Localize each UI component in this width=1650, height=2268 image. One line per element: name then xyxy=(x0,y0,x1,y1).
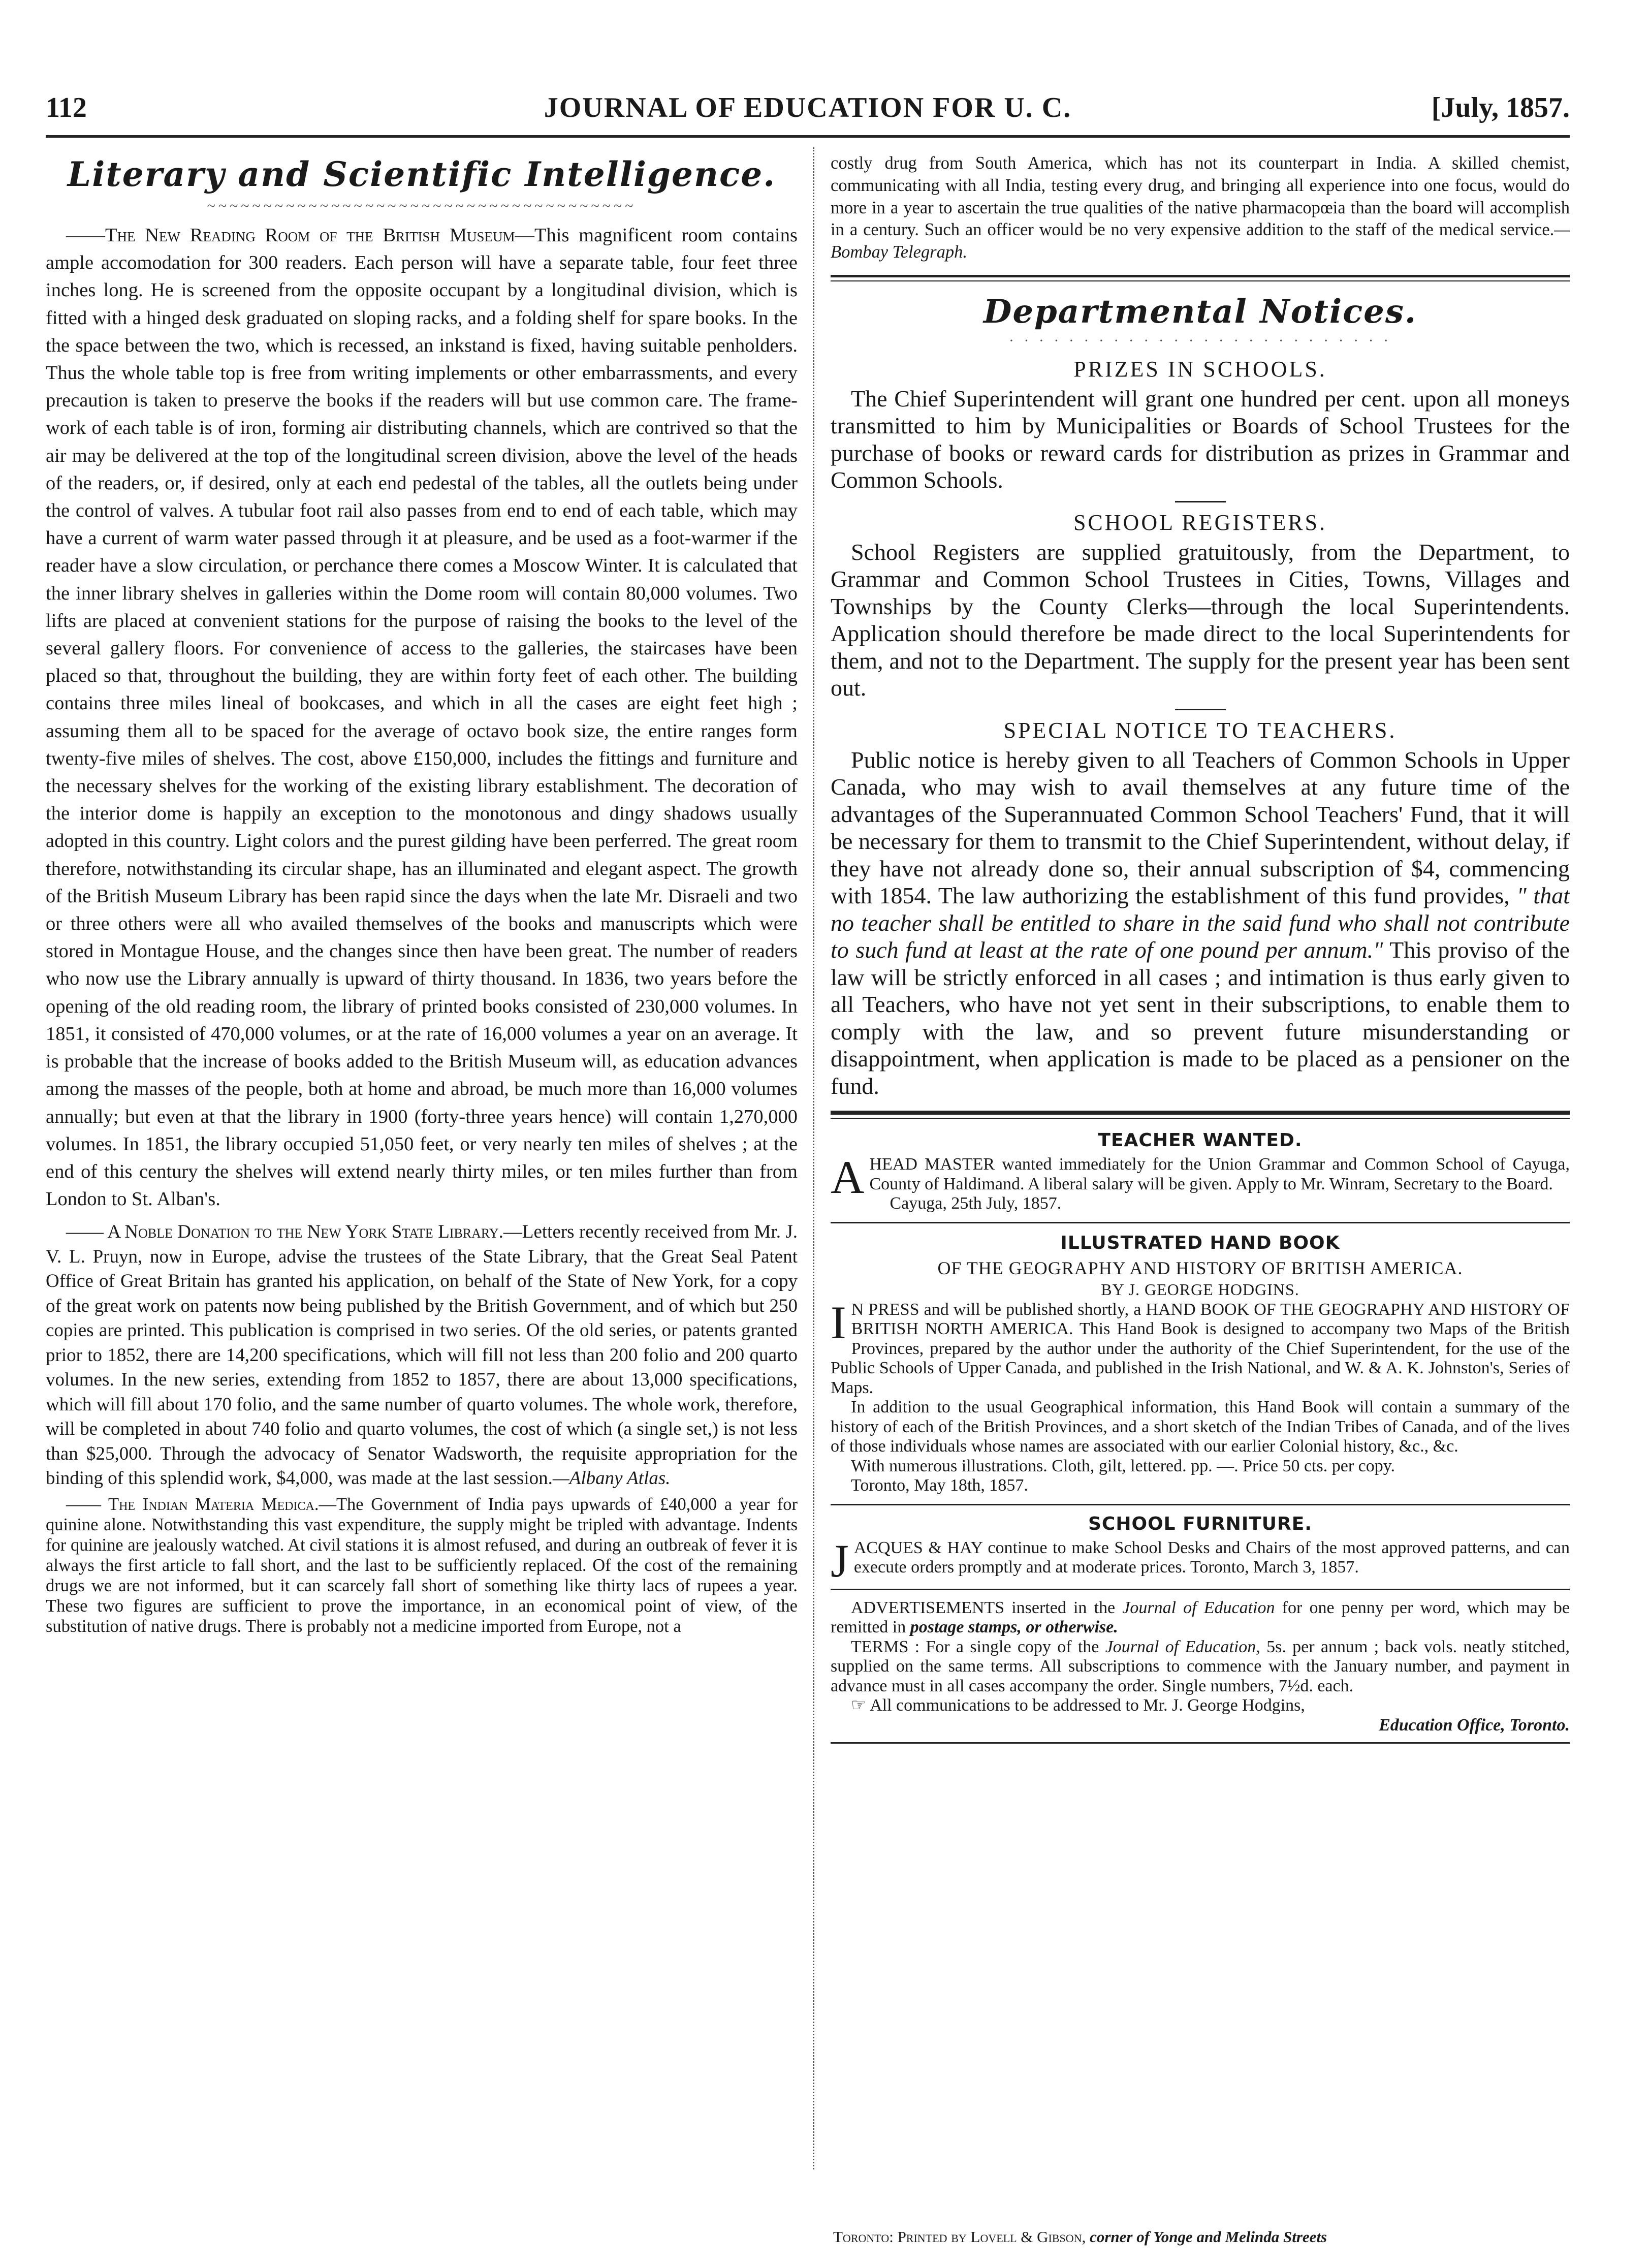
hand-book-price: With numerous illustrations. Cloth, gilt, lettered. pp. —. Price 50 cts. per copy. xyxy=(851,1456,1395,1475)
article-lead: ——The New Reading Room of the British Museum xyxy=(66,225,515,246)
left-column xyxy=(46,152,798,2195)
ad-body: ACQUES & HAY continue to make School Desks and Chairs of the most approved patterns, and can execute orders promptly and at moderate prices. Toronto, March 3, 1857. xyxy=(853,1538,1570,1577)
printer-name: Lovell & Gibson, xyxy=(970,2228,1086,2246)
ad-rule xyxy=(831,1222,1570,1223)
header-rule xyxy=(46,135,1570,138)
notice-text: This proviso of the law will be strictly enforced in all cases ; and intimation is thus early given to all Teachers, who have not yet sent in their subscriptions, to enable them to comply with the law, and so prevent future misunderstanding or disappointment, when application is made to be placed as a pensioner on the fund. xyxy=(831,937,1570,1099)
notice-text: for one penny per word, which may be remitted in xyxy=(831,1598,1570,1637)
registers-notice: School Registers are supplied gratuitously, from the Department, to Grammar and Common School Trustees in Cities, Towns, Villages and Townships by the County Clerks—through the local Superintendents. Application should therefore be made direct to the local Superintendents for them, and not to the Department. The supply for the present year has been sent out. xyxy=(831,539,1570,701)
section-rule xyxy=(831,275,1570,281)
communications-notice xyxy=(831,1696,1570,1716)
article-source: —Albany Atlas. xyxy=(552,1468,671,1489)
notice-emphasis: postage stamps, or otherwise. xyxy=(910,1618,1118,1637)
teacher-wanted-title: TEACHER WANTED. xyxy=(1098,1130,1303,1151)
journal-name: Journal of Education xyxy=(1105,1637,1256,1656)
ad-rule xyxy=(831,1742,1570,1744)
drop-cap: A xyxy=(831,1151,865,1204)
section-rule xyxy=(831,1111,1570,1119)
article-body: —The Government of India pays upwards of £40,000 a year for quinine alone. Notwithstanding this vast expenditure, the supply might be tripled with advantage. Indents for quinine are jealously watched. At civil stations it is almost refused, and during an outbreak of fever it is always the first article to fall short, and the last to be sufficiently replaced. Of the cost of the remaining drugs we are not informed, but it can scarcely fall short of something like thirty lacs of rupees a year. These two figures are sufficient to prove the importance, in an economical point of view, of the substitution of native drugs. There is probably not a medicine imported from Europe, not a xyxy=(46,1494,798,1636)
literary-heading: Literary and Scientific Intelligence. xyxy=(67,154,776,194)
notice-text: All communications to be addressed to Mr. J. George Hodgins, xyxy=(866,1696,1305,1715)
ornamental-rule: · · · · · · · · · · · · · · · · · · · · · · · · · · xyxy=(1008,332,1392,349)
notice-quote: " that no teacher shall be entitled to share in the said fund who shall not contribute to such fund at least at the rate of one pound per annum." xyxy=(831,883,1570,963)
departmental-heading: Departmental Notices. xyxy=(983,292,1417,331)
page-header xyxy=(46,86,1570,127)
column-divider xyxy=(813,147,814,2169)
article-body: —This magnificent room contains ample accomodation for 300 readers. Each person will have a separate table, four feet three inches long. He is screened from the opposite occupant by a longitudinal division, which is fitted with a hinged desk graduated on sloping racks, and a folding shelf for spare books. In the the space between the two, which is recessed, an inkstand is fixed, having suitable penholders. Thus the whole table top is free from writing implements or other embarrassments, and every precaution is taken to preserve the books if the readers will but use common care. The frame-work of each table is of iron, forming air distributing channels, which are contrived so that the air may be delivered at the top of the longitudinal screen division, above the level of the heads of the readers, or, if desired, only at each end pedestal of the tables, all the outlets being under the control of valves. A tubular foot rail also passes from end to end of each table, which may have a current of warm water passed through it at pleasure, and be used as a foot-warmer if the reader have a slow circulation, or perchance there comes a Moscow Winter. It is calculated that the inner library shelves in galleries within the Dome room will contain 80,000 volumes. Two lifts are placed at convenient stations for the purpose of raising the books to the level of the several gallery floors. For convenience of access to the galleries, the staircases have been placed so that, throughout the building, they are within forty feet of each other. The building contains three miles lineal of bookcases, and which in all the cases are eight feet high ; assuming them all to be spaced for the average of octavo book size, the entire ranges form twenty-five miles of shelves. The cost, above £150,000, includes the fittings and furniture and the necessary shelves for the working of the existing library establishment. The decoration of the interior dome is happily an exception to the monotonous and dingy shadows usually adopted in this country. Light colors and the purest gilding have been perferred. The great room therefore, notwithstanding its circular shape, has an illuminated and elegant aspect. The growth of the British Museum Library has been rapid since the days when the late Mr. Disraeli and two or three others were all who availed themselves of the books and manuscripts which were stored in Montague House, and the changes since then have been great. The number of readers who now use the Library annually is upward of thirty thousand. In 1836, two years before the opening of the old reading room, the library of printed books consisted of 230,000 volumes. In 1851, it consisted of 470,000 volumes, or at the rate of 16,000 volumes a year on an average. It is probable that the increase of books added to the British Museum will, as education advances among the masses of the people, both at home and abroad, be much more than 16,000 volumes annually; but even at that the library in 1900 (forty-three years hence) will contain 1,270,000 volumes. In 1851, the library occupied 51,050 feet, or very nearly ten miles of shelves ; at the end of this century the shelves will extend nearly thirty miles, or ten miles further than from London to St. Alban's. xyxy=(46,225,798,1210)
article-lead: —— A Noble Donation to the New York State Library. xyxy=(66,1221,503,1243)
notice-text: ADVERTISEMENTS inserted in the xyxy=(851,1598,1123,1617)
right-column xyxy=(831,152,1570,2215)
terms-notice xyxy=(831,1637,1570,1696)
printer-footer xyxy=(833,2228,1570,2246)
prizes-heading: PRIZES IN SCHOOLS. xyxy=(1073,356,1327,382)
ad-dateline: Toronto, May 18th, 1857. xyxy=(851,1476,1028,1495)
donation-article xyxy=(46,1220,798,1491)
ad-dateline: Cayuga, 25th July, 1857. xyxy=(890,1194,1062,1213)
article-lead: —— The Indian Materia Medica. xyxy=(66,1494,319,1514)
journal-title: JOURNAL OF EDUCATION FOR U. C. xyxy=(544,92,1072,123)
hand-book-ad xyxy=(831,1296,1570,1398)
ad-rule xyxy=(831,1504,1570,1505)
short-rule xyxy=(1175,501,1226,502)
reading-room-article xyxy=(46,222,798,1213)
furniture-title: SCHOOL FURNITURE. xyxy=(1088,1513,1312,1534)
furniture-ad xyxy=(831,1534,1570,1587)
footer-text: Toronto: Printed by xyxy=(833,2228,971,2246)
ad-rule xyxy=(831,1589,1570,1590)
journal-name: Journal of Education xyxy=(1122,1598,1275,1617)
drop-cap: I xyxy=(831,1296,846,1348)
article-source: —Bombay Telegraph. xyxy=(831,220,1570,262)
issue-date: [July, 1857. xyxy=(1431,92,1570,123)
ad-body: N PRESS and will be published shortly, a HAND BOOK OF THE GEOGRAPHY AND HISTORY OF BRITISH NORTH AMERICA. This Hand Book is designed to accompany two Maps of the British Provinces, prepared by the author under the authority of the Chief Superintendent, for the use of the Public Schools of Upper Canada, and published in the Irish National, and W. & A. K. Johnston's, Series of Maps. xyxy=(831,1300,1570,1397)
hand-book-subtitle: OF THE GEOGRAPHY AND HISTORY OF BRITISH AMERICA. xyxy=(937,1257,1463,1278)
hand-book-ad-more: In addition to the usual Geographical information, this Hand Book will contain a summary of the history of each of the British Provinces, and a short sketch of the Indian Tribes of Canada, and of the lives of those individuals whose names are associated with our earlier Colonial history, &c., &c. xyxy=(831,1398,1570,1456)
prizes-notice: The Chief Superintendent will grant one hundred per cent. upon all moneys transmitted to him by Municipalities or Boards of School Trustees for the purchase of books or reward cards for distribution as prizes in Grammar and Common Schools. xyxy=(831,385,1570,493)
advertisements-notice xyxy=(831,1598,1570,1637)
notice-text: TERMS : For a single copy of the xyxy=(851,1637,1105,1656)
article-body: —Letters recently received from Mr. J. V. L. Pruyn, now in Europe, advise the trustees of the State Library, that the Great Seal Patent Office of Great Britain has granted his application, on behalf of the State of New York, for a copy of the great work on patents now being published by the British Government, and of which but 250 copies are printed. This publication is comprised in two series. Of the old series, or patents granted prior to 1852, there are 14,200 specifications, which will fill not less than 200 folio and 200 quarto volumes. In the new series, extending from 1852 to 1857, there are about 13,000 specifications, which will fill about 170 folio, and the same number of quarto volumes. The whole work, therefore, will be completed in about 740 folio and quarto volumes, the cost of which (a single set,) is not less than $25,000. Through the advocacy of Senator Wadsworth, the requisite appropriation for the binding of this splendid work, $4,000, was made at the last session. xyxy=(46,1221,798,1489)
registers-heading: SCHOOL REGISTERS. xyxy=(1073,510,1327,535)
special-notice xyxy=(831,746,1570,1100)
materia-medica-continuation xyxy=(831,152,1570,264)
office-address: Education Office, Toronto. xyxy=(1379,1715,1570,1735)
notice-text: , 5s. per annum ; back vols. neatly stitched, supplied on the same terms. All subscriptions to commence with the January number, and payment in advance must in all cases accompany the order. Single numbers, 7½d. each. xyxy=(831,1637,1570,1695)
ornamental-rule: ~~~~~~~~~~~~~~~~~~~~~~~~~~~~~~~~~~~~~~ xyxy=(207,198,637,214)
drop-cap: J xyxy=(831,1534,849,1587)
hand-book-title: ILLUSTRATED HAND BOOK xyxy=(1060,1232,1340,1253)
special-notice-heading: SPECIAL NOTICE TO TEACHERS. xyxy=(1003,717,1397,743)
page-number: 112 xyxy=(46,92,87,123)
pointing-hand-icon: ☞ xyxy=(851,1696,867,1715)
ad-body: HEAD MASTER wanted immediately for the Union Grammar and Common School of Cayuga, County of Haldimand. A liberal salary will be given. Apply to Mr. Winram, Secretary to the Board. xyxy=(869,1155,1570,1193)
short-rule xyxy=(1175,709,1226,710)
article-body: costly drug from South America, which has not its counterpart in India. A skilled chemist, communicating with all India, testing every drug, and bringing all experience into one focus, would do more in a year to ascertain the true qualities of the native pharmacopœia than the board will accomplish in a century. Such an officer would be no very expensive addition to the staff of the medical service. xyxy=(831,153,1570,240)
materia-medica-article xyxy=(46,1494,798,1636)
notice-text: Public notice is hereby given to all Teachers of Common Schools in Upper Canada, who may wish to avail themselves at any future time of the advantages of the Superannuated Common School Teachers' Fund, that it will be necessary for them to transmit to the Chief Superintendent, without delay, if they have not already done so, their annual subscription of $4, commencing with 1854. The law authorizing the establishment of this fund provides, xyxy=(831,746,1570,909)
hand-book-byline: BY J. GEORGE HODGINS. xyxy=(1101,1280,1299,1299)
printer-address: corner of Yonge and Melinda Streets xyxy=(1086,2228,1327,2246)
